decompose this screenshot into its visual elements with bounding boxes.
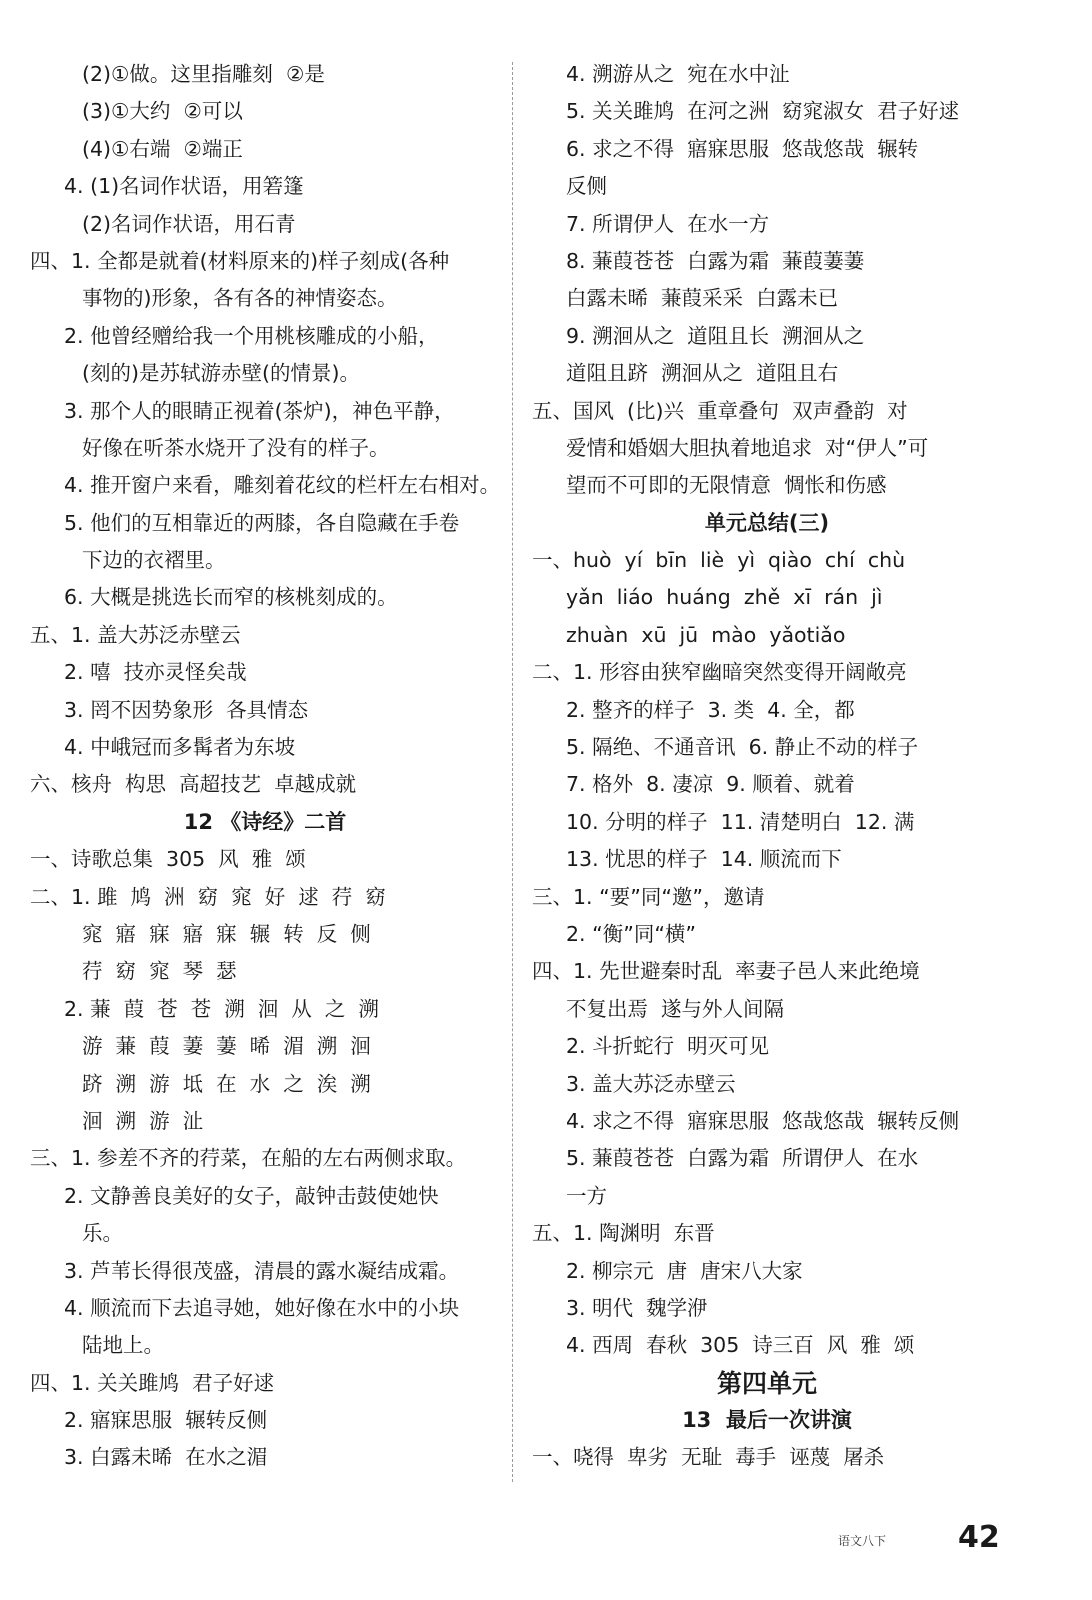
- answer-line: 洄 溯 游 沚: [82, 1108, 204, 1133]
- answer-line: 道阻且跻 溯洄从之 道阻且右: [566, 361, 839, 386]
- answer-line: 2. 文静善良美好的女子，敲钟击鼓使她快: [64, 1183, 439, 1208]
- answer-line: 游 蒹 葭 萋 萋 晞 湄 溯 洄: [82, 1034, 371, 1059]
- answer-line: 事物的)形象，各有各的神情姿态。: [82, 286, 398, 311]
- answer-line: 4. 西周 春秋 305 诗三百 风 雅 颂: [566, 1333, 915, 1358]
- answer-line: 爱情和婚姻大胆执着地追求 对“伊人”可: [566, 435, 929, 460]
- answer-line: 不复出焉 遂与外人间隔: [566, 996, 785, 1021]
- section-heading: 单元总结(三): [704, 510, 830, 535]
- answer-line: 10. 分明的样子 11. 清楚明白 12. 满: [566, 809, 915, 834]
- answer-line: 荇 窈 窕 琴 瑟: [82, 959, 237, 984]
- answer-line: 二、1. 雎 鸠 洲 窈 窕 好 逑 荇 窈: [30, 884, 386, 909]
- answer-line: 五、1. 陶渊明 东晋: [532, 1221, 715, 1246]
- left-column: [30, 56, 500, 1477]
- answer-line: 望而不可即的无限情意 惆怅和伤感: [566, 473, 887, 498]
- answer-line: zhuàn xū jū mào yǎotiǎo: [566, 622, 846, 647]
- answer-line: 5. 关关雎鸠 在河之洲 窈窕淑女 君子好逑: [566, 99, 960, 124]
- answer-line: 下边的衣褶里。: [82, 548, 226, 573]
- answer-line: 4. 顺流而下去追寻她，她好像在水中的小块: [64, 1295, 460, 1320]
- answer-line: 四、1. 全都是就着(材料原来的)样子刻成(各种: [30, 248, 450, 273]
- page-number: 42: [958, 1520, 1000, 1555]
- answer-line: 5. 他们的互相靠近的两膝，各自隐藏在手卷: [64, 510, 460, 535]
- answer-line: 7. 格外 8. 凄凉 9. 顺着、就着: [566, 772, 855, 797]
- answer-line: 3. 那个人的眼睛正视着(茶炉)，神色平静，: [64, 398, 455, 423]
- answer-line: 4. 推开窗户来看，雕刻着花纹的栏杆左右相对。: [64, 473, 500, 498]
- answer-line: 跻 溯 游 坻 在 水 之 涘 溯: [82, 1071, 371, 1096]
- answer-line: (3)①大约 ②可以: [82, 99, 243, 124]
- answer-line: (2)①做。这里指雕刻 ②是: [82, 62, 325, 86]
- answer-line: 五、1. 盖大苏泛赤壁云: [30, 622, 241, 647]
- answer-line: 5. 隔绝、不通音讯 6. 静止不动的样子: [566, 735, 919, 760]
- answer-line: 反侧: [566, 174, 607, 199]
- answer-line: 一方: [566, 1183, 607, 1208]
- answer-line: 五、国风 (比)兴 重章叠句 双声叠韵 对: [532, 398, 908, 423]
- answer-line: 3. 白露未晞 在水之湄: [64, 1445, 268, 1470]
- section-heading: 12 《诗经》二首: [183, 809, 347, 834]
- answer-line: 5. 蒹葭苍苍 白露为霜 所谓伊人 在水: [566, 1146, 919, 1171]
- answer-line: 乐。: [82, 1221, 123, 1246]
- answer-line: 3. 盖大苏泛赤壁云: [566, 1071, 736, 1096]
- answer-line: 四、1. 关关雎鸠 君子好逑: [30, 1370, 275, 1395]
- answer-line: 3. 芦苇长得很茂盛，清晨的露水凝结成霜。: [64, 1258, 460, 1283]
- answer-line: 2. 寤寐思服 辗转反侧: [64, 1408, 268, 1433]
- answer-line: (刻的)是苏轼游赤壁(的情景)。: [82, 361, 360, 386]
- column-divider: [512, 62, 513, 1482]
- answer-line: 9. 溯洄从之 道阻且长 溯洄从之: [566, 323, 865, 348]
- answer-line: 2. 斗折蛇行 明灭可见: [566, 1034, 770, 1059]
- unit-heading: 第四单元: [716, 1368, 817, 1398]
- answer-line: 2. 蒹 葭 苍 苍 溯 洄 从 之 溯: [64, 996, 379, 1021]
- answer-line: 好像在听茶水烧开了没有的样子。: [82, 435, 390, 460]
- answer-line: 4. 溯游从之 宛在水中沚: [566, 62, 790, 86]
- answer-line: 窕 寤 寐 寤 寐 辗 转 反 侧: [82, 921, 371, 946]
- answer-line: 4. 中峨冠而多髯者为东坡: [64, 735, 296, 760]
- answer-line: 一、哓得 卑劣 无耻 毒手 诬蔑 屠杀: [532, 1445, 885, 1470]
- answer-line: 7. 所谓伊人 在水一方: [566, 211, 770, 236]
- answer-line: 三、1. “要”同“邀”，邀请: [532, 884, 765, 909]
- answer-line: 三、1. 参差不齐的荇菜，在船的左右两侧求取。: [30, 1146, 467, 1171]
- section-heading: 13 最后一次讲演: [682, 1408, 852, 1433]
- footer-label: 语文八下: [838, 1534, 887, 1548]
- answer-line: 13. 忧思的样子 14. 顺流而下: [566, 847, 842, 872]
- answer-line: 四、1. 先世避秦时乱 率妻子邑人来此绝境: [532, 959, 920, 984]
- answer-line: 一、huò yí bīn liè yì qiào chí chù: [532, 548, 906, 573]
- answer-line: 3. 罔不因势象形 各具情态: [64, 697, 309, 722]
- answer-line: 4. 求之不得 寤寐思服 悠哉悠哉 辗转反侧: [566, 1108, 960, 1133]
- answer-line: 6. 大概是挑选长而窄的核桃刻成的。: [64, 585, 398, 610]
- answer-line: (2)名词作状语，用石青: [82, 211, 296, 236]
- answer-line: 六、核舟 构思 高超技艺 卓越成就: [30, 772, 357, 797]
- answer-line: yǎn liáo huáng zhě xī rán jì: [566, 585, 883, 610]
- answer-line: 3. 明代 魏学洢: [566, 1295, 708, 1320]
- right-column: [532, 56, 1002, 1477]
- answer-line: 4. (1)名词作状语，用箬篷: [64, 174, 304, 199]
- answer-line: 陆地上。: [82, 1333, 164, 1358]
- answer-line: 二、1. 形容由狭窄幽暗突然变得开阔敞亮: [532, 660, 907, 685]
- answer-line: 8. 蒹葭苍苍 白露为霜 蒹葭萋萋: [566, 248, 865, 273]
- answer-line: 2. 嘻 技亦灵怪矣哉: [64, 660, 247, 685]
- answer-line: (4)①右端 ②端正: [82, 136, 243, 161]
- answer-line: 2. 柳宗元 唐 唐宋八大家: [566, 1258, 803, 1283]
- answer-line: 2. 整齐的样子 3. 类 4. 全，都: [566, 697, 855, 722]
- answer-line: 2. “衡”同“横”: [566, 921, 697, 946]
- answer-line: 6. 求之不得 寤寐思服 悠哉悠哉 辗转: [566, 136, 919, 161]
- answer-line: 一、诗歌总集 305 风 雅 颂: [30, 847, 306, 872]
- answer-line: 白露未晞 蒹葭采采 白露未已: [566, 286, 839, 311]
- answer-line: 2. 他曾经赠给我一个用桃核雕成的小船，: [64, 323, 439, 348]
